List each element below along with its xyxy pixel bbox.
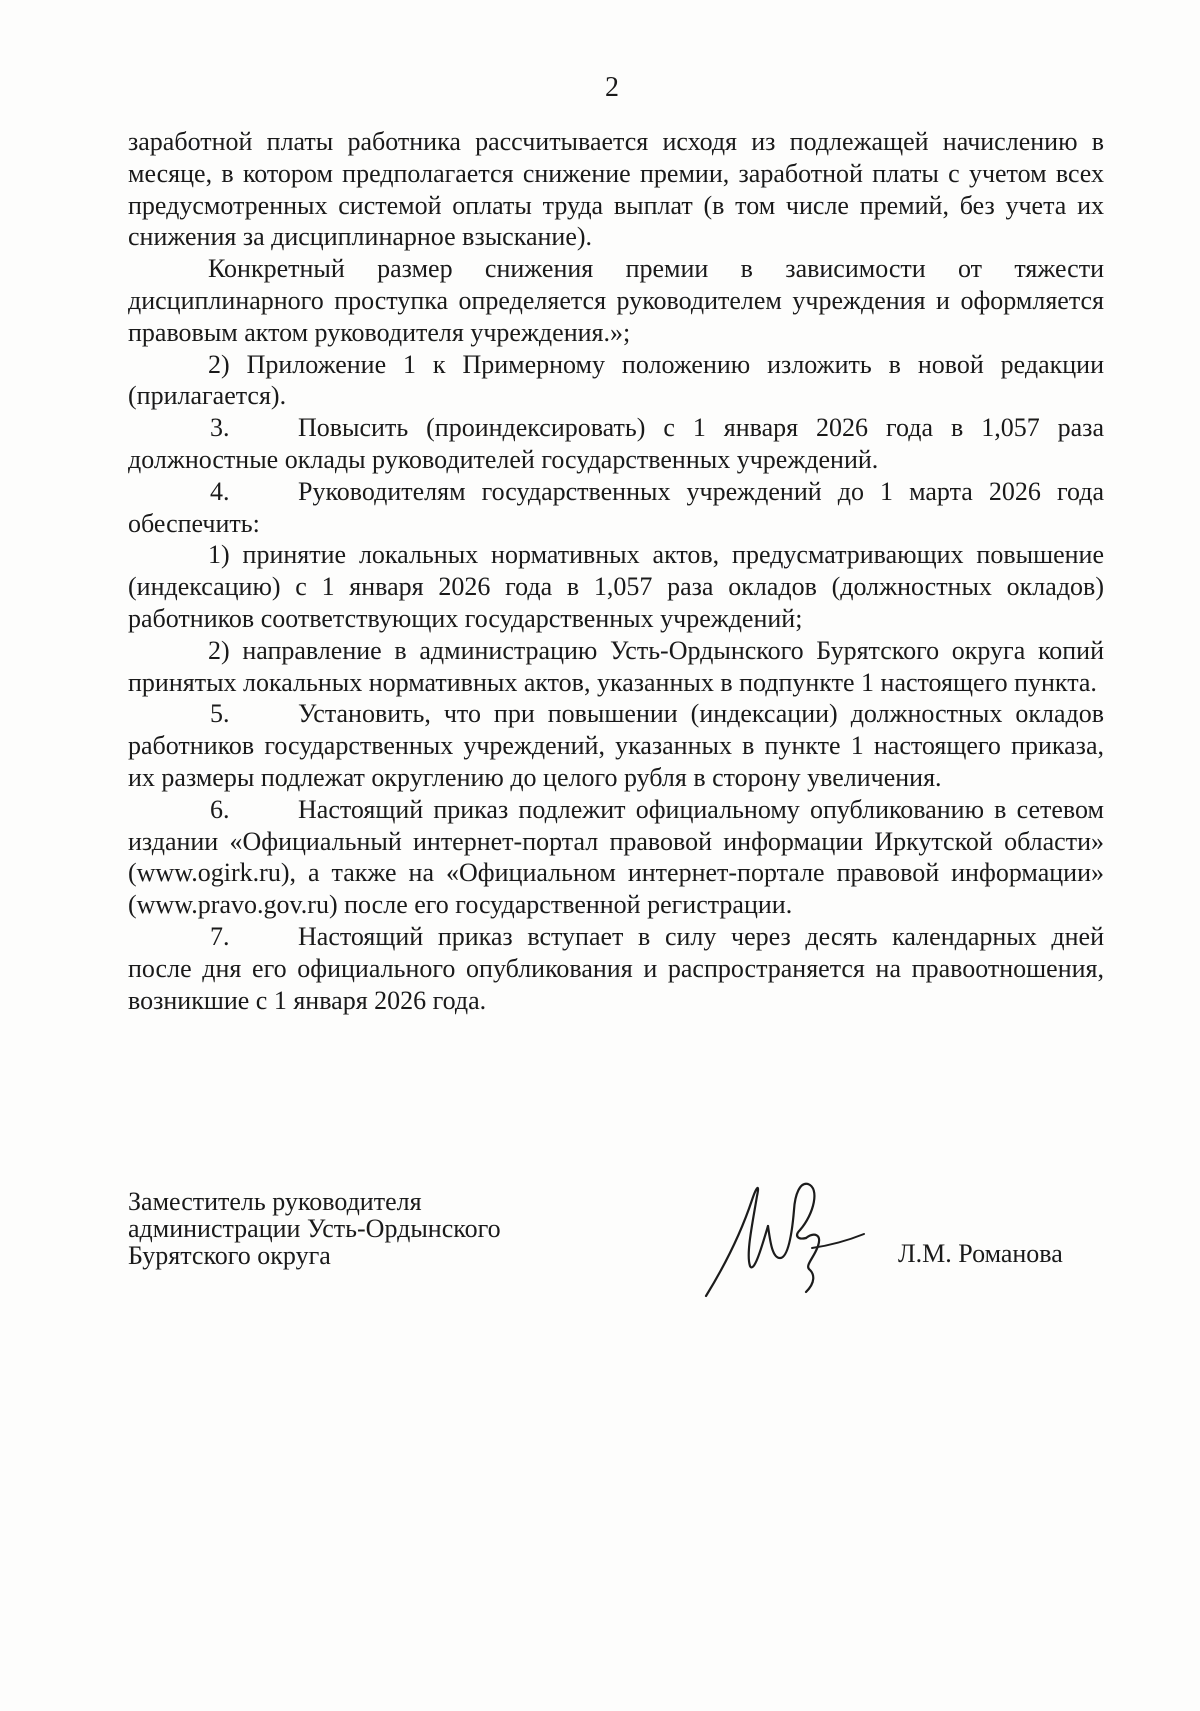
signer-name: Л.М. Романова xyxy=(898,1239,1063,1268)
page-number: 2 xyxy=(605,72,619,103)
signature-stroke xyxy=(706,1188,768,1296)
paragraph-premium-reduction: Конкретный размер снижения премии в зависимости от тяжести дисциплинарного проступка определяется руководителем учреждения и оформляется правовым актом руководителя учреждения.»; xyxy=(128,254,1104,347)
item-number: 7. xyxy=(210,921,230,951)
document-body xyxy=(128,126,1104,1016)
paragraph-continuation: заработной платы работника рассчитывается исходя из подлежащей начислению в месяце, в котором предполагается снижение премии, заработной платы с учетом всех предусмотренных системой оплаты труда выплат (в том числе премий, без учета их снижения за дисциплинарное взыскание). xyxy=(128,127,1104,252)
item-5 xyxy=(128,698,1104,793)
item-number: 5. xyxy=(210,699,230,729)
subitem-2-appendix: 2) Приложение 1 к Примерному положению изложить в новой редакции (прилагается). xyxy=(128,349,1104,411)
item-text: Установить, что при повышении (индексации) должностных окладов работников государственных учреждений, указанных в пункте 1 настоящего приказа, их размеры подлежат округлению до целого рубля в сторону увеличения. xyxy=(128,699,1104,792)
item-number: 4. xyxy=(210,476,230,506)
item-4 xyxy=(128,476,1104,540)
handwritten-signature xyxy=(700,1174,870,1304)
item-3 xyxy=(128,412,1104,476)
item-6 xyxy=(128,794,1104,921)
signer-title-line: Бурятского округа xyxy=(128,1241,331,1270)
signature-block xyxy=(128,1188,1104,1328)
item-text: Повысить (проиндексировать) с 1 января 2026 года в 1,057 раза должностные оклады руководителей государственных учреждений. xyxy=(128,413,1104,474)
item-text: Настоящий приказ подлежит официальному опубликованию в сетевом издании «Официальный интернет-портал правовой информации Иркутской области» (www.ogirk.ru), а также на «Официальном интернет-портале правовой информации» (www.pravo.gov.ru) после его государственной регистрации. xyxy=(128,794,1104,920)
signer-title-line: Заместитель руководителя xyxy=(128,1187,422,1216)
signer-title-line: администрации Усть-Ордынского xyxy=(128,1214,501,1243)
signature-stroke xyxy=(806,1235,819,1292)
signature-stroke xyxy=(768,1184,814,1258)
signer-title xyxy=(128,1188,588,1269)
item-text: Руководителям государственных учреждений до 1 марта 2026 года обеспечить: xyxy=(128,476,1104,538)
item-text: Настоящий приказ вступает в силу через десять календарных дней после дня его официального опубликования и распространяется на правоотношения, возникшие с 1 января 2026 года. xyxy=(128,921,1104,1015)
subitem-4-1: 1) принятие локальных нормативных актов, предусматривающих повышение (индексацию) с 1 января 2026 года в 1,057 раза окладов (должностных окладов) работников соответствующих государственных учреждений; xyxy=(128,540,1104,633)
item-7 xyxy=(128,921,1104,1016)
item-number: 6. xyxy=(210,794,230,824)
subitem-4-2: 2) направление в администрацию Усть-Ордынского Бурятского округа копий принятых локальных нормативных актов, указанных в подпункте 1 настоящего пункта. xyxy=(128,635,1104,697)
item-number: 3. xyxy=(210,413,230,443)
